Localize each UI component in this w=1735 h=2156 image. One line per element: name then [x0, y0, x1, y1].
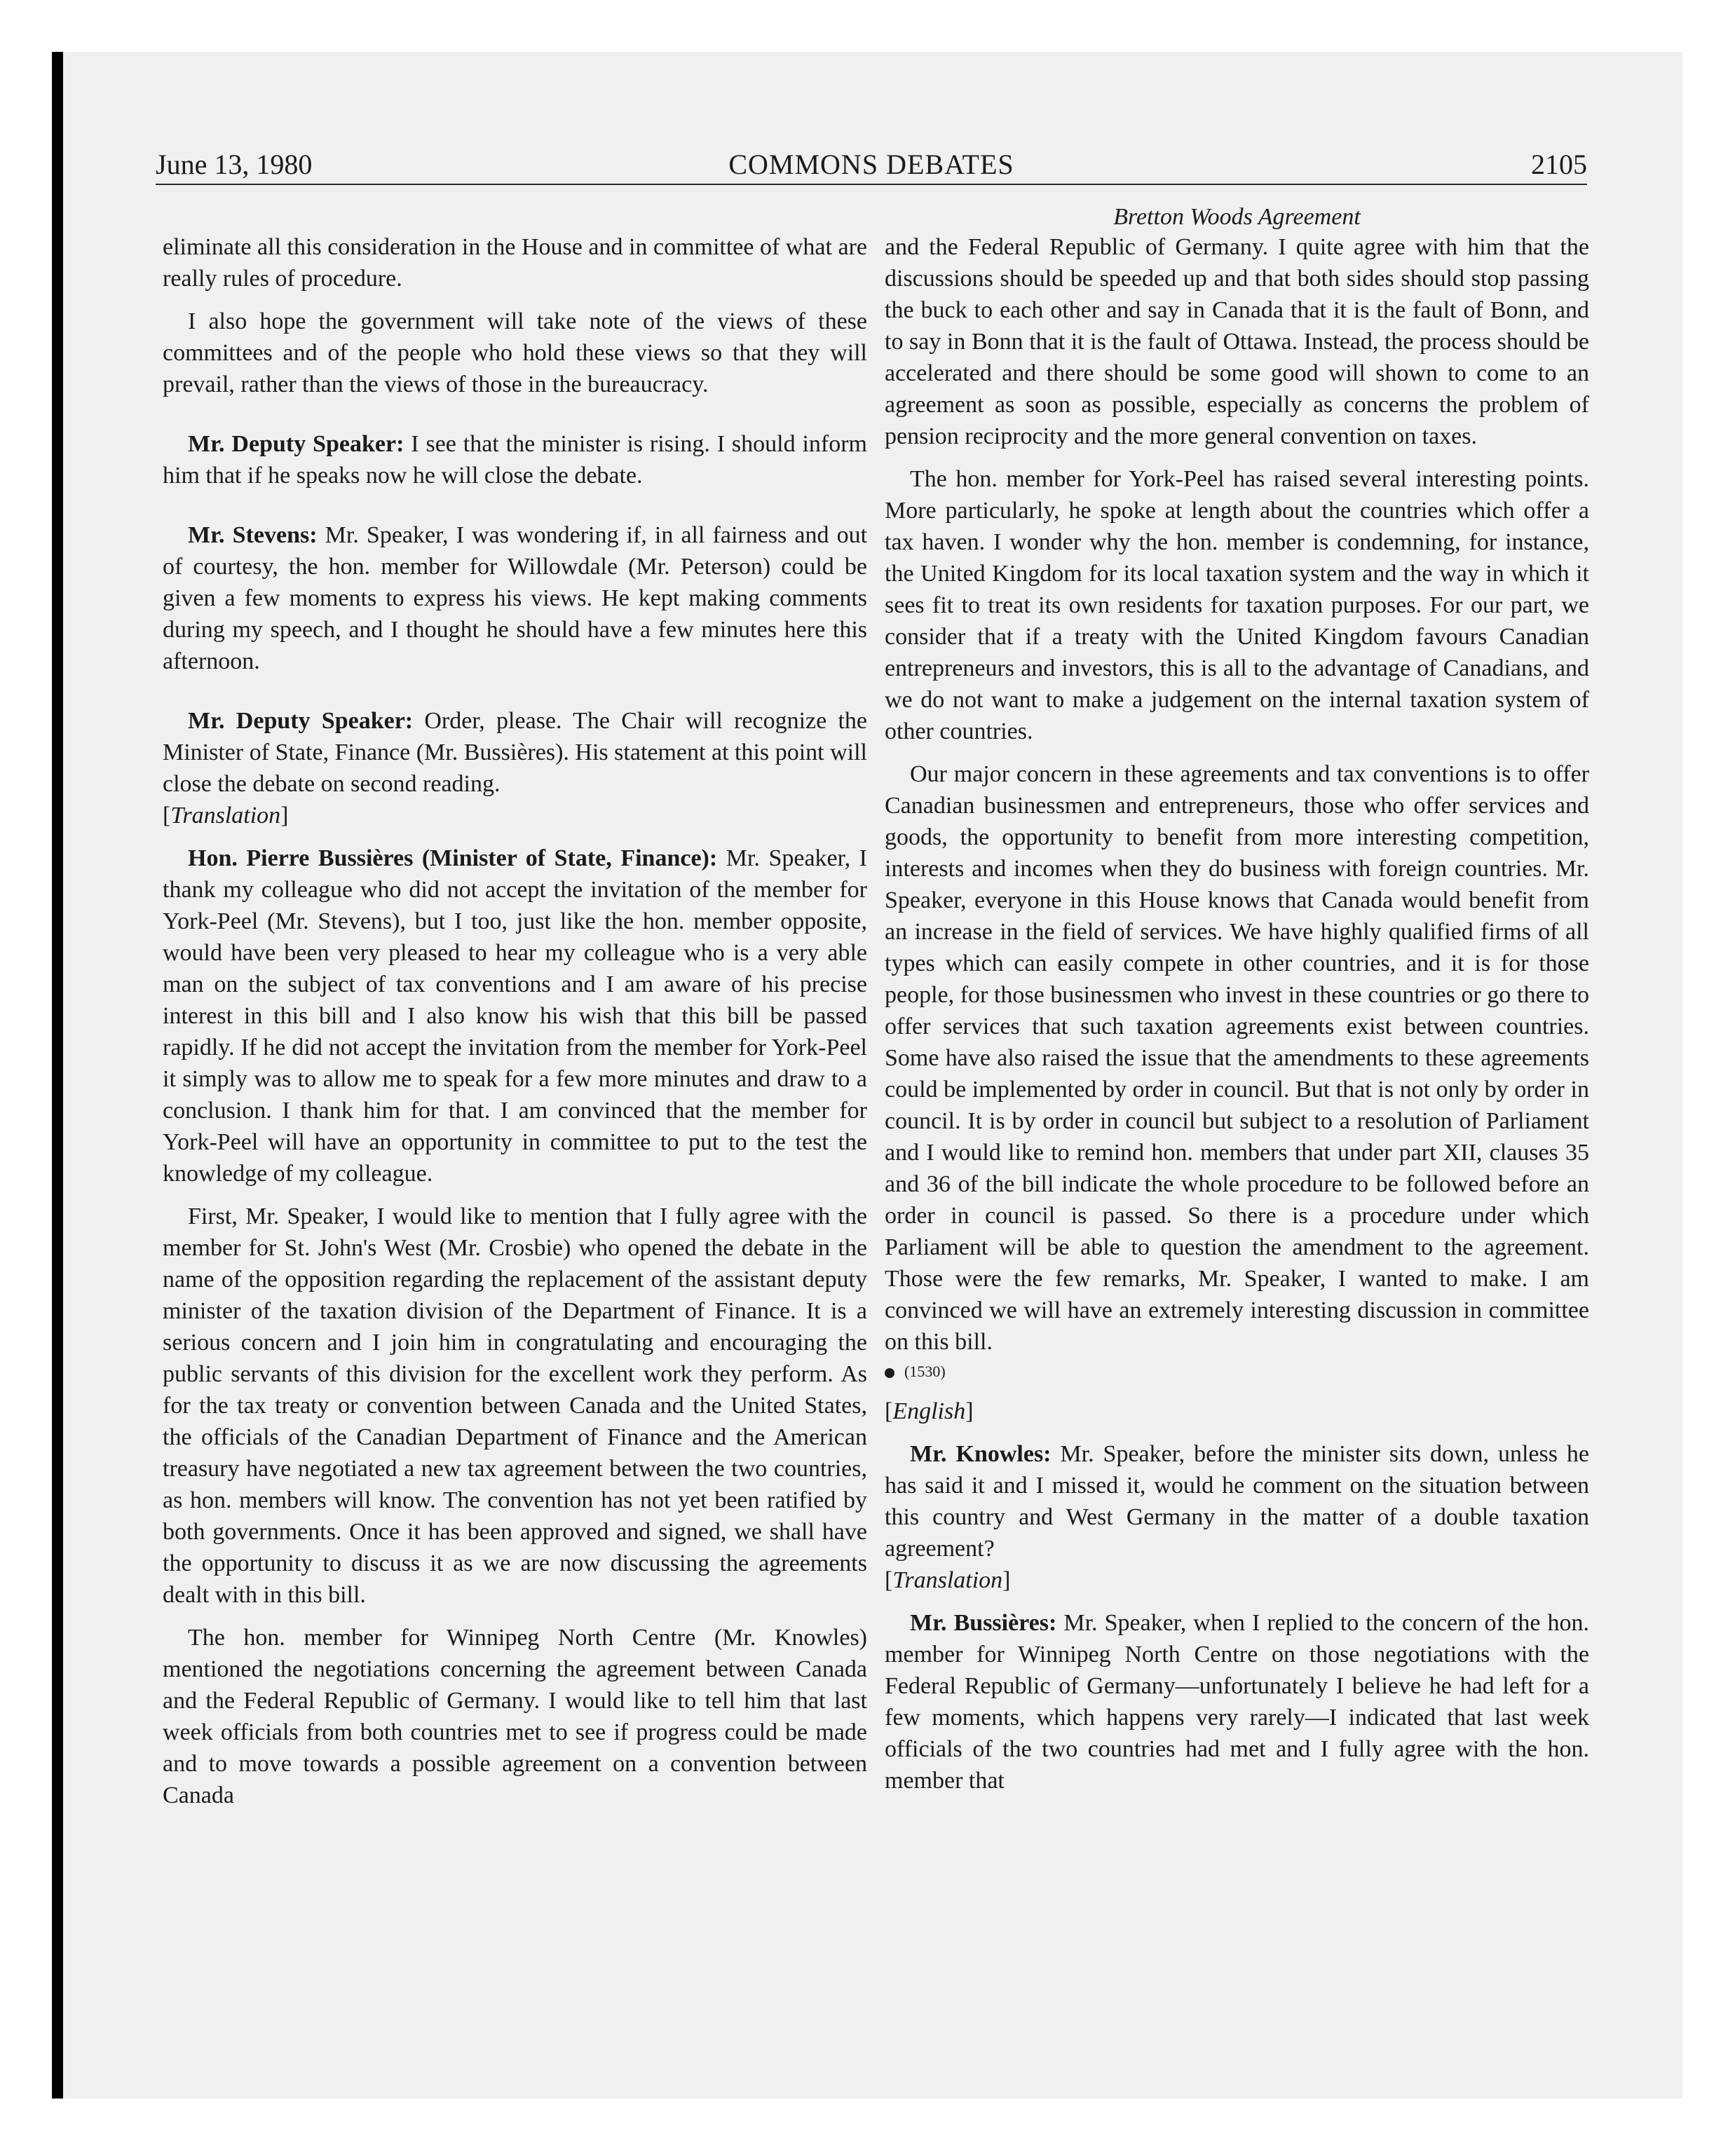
- speaker-name: Mr. Deputy Speaker:: [188, 708, 414, 734]
- speech-paragraph: Mr. Deputy Speaker: Order, please. The Chair will recognize the Minister of State, Finance (Mr. Bussières). His statement at this point will close the debate on second reading.: [163, 708, 867, 797]
- speech-paragraph: Mr. Deputy Speaker: I see that the minister is rising. I should inform him that if he speaks now he will close the debate.: [163, 431, 867, 489]
- paragraph: The hon. member for Winnipeg North Centre (Mr. Knowles) mentioned the negotiations concerning the agreement between Canada and the Federal Republic of Germany. I would like to tell him that last week officials from both countries met to see if progress could be made and to move towards a possible agreement on a convention between Canada: [163, 1625, 867, 1808]
- speech-paragraph: Mr. Bussières: Mr. Speaker, when I replied to the concern of the hon. member for Winnipeg North Centre on those negotiations with the Federal Republic of Germany—unfortunately I believe he had left for a few moments, which happens very rarely—I indicated that last week officials of the two countries had met and I fully agree with the hon. member that: [885, 1610, 1589, 1794]
- speaker-name: Hon. Pierre Bussières (Minister of State, Finance):: [188, 845, 718, 871]
- time-marker: (1530): [885, 1358, 1589, 1386]
- paragraph: I also hope the government will take note of the views of these committees and of the people who hold these views so that they will prevail, rather than the views of those in the bureaucracy.: [163, 308, 867, 397]
- header-date: June 13, 1980: [156, 149, 313, 180]
- speech-paragraph: Mr. Stevens: Mr. Speaker, I was wondering if, in all fairness and out of courtesy, the hon. member for Willowdale (Mr. Peterson) could be given a few moments to express his views. He kept making comments during my speech, and I thought he should have a few minutes here this afternoon.: [163, 522, 868, 674]
- paragraph: Our major concern in these agreements and tax conventions is to offer Canadian businessmen and entrepreneurs, those who offer services and goods, the opportunity to benefit from more interesting competition, interests and incomes when they do business with foreign countries. Mr. Speaker, everyone in this House knows that Canada would benefit from an increase in the field of services. We have highly qualified firms of all types which can easily compete in other countries, and it is for those people, for those businessmen who invest in these countries or go there to offer services that such taxation agreements exist between countries. Some have also raised the issue that the amendments to these agreements could be implemented by order in council. But that is not only by order in council. It is by order in council but subject to a resolution of Parliament and I would like to remind hon. members that under part XII, clauses 35 and 36 of the bill indicate the whole procedure to be followed before an order in council is passed. So there is a procedure under which Parliament will be able to question the amendment to the agreement. Those were the few remarks, Mr. Speaker, I wanted to make. I am convinced we will have an extremely interesting discussion in committee on this bill.: [885, 761, 1589, 1355]
- speaker-name: Mr. Stevens:: [188, 522, 318, 548]
- language-marker: [Translation]: [163, 803, 289, 828]
- speaker-name: Mr. Knowles:: [910, 1441, 1052, 1467]
- paragraph: The hon. member for York-Peel has raised several interesting points. More particularly, he spoke at length about the countries which offer a tax haven. I wonder why the hon. member is condemning, for instance, the United Kingdom for its local taxation system and the way in which it sees fit to treat its own residents for taxation purposes. For our part, we consider that if a treaty with the United Kingdom favours Canadian entrepreneurs and investors, this is all to the advantage of Canadians, and we do not want to make a judgement on the internal taxation system of other countries.: [885, 466, 1589, 744]
- left-column: [163, 231, 867, 1811]
- header-title: COMMONS DEBATES: [728, 149, 1014, 180]
- speech-paragraph: Mr. Knowles: Mr. Speaker, before the minister sits down, unless he has said it and I missed it, would he comment on the situation between this country and West Germany in the matter of a double taxation agreement?: [885, 1441, 1589, 1562]
- paragraph: eliminate all this consideration in the House and in committee of what are really rules of procedure.: [163, 234, 867, 292]
- right-column: [885, 231, 1589, 1796]
- column-heading: Bretton Woods Agreement: [1113, 204, 1361, 230]
- bullet-icon: [885, 1368, 894, 1378]
- language-marker: [English]: [885, 1398, 974, 1424]
- paragraph: and the Federal Republic of Germany. I quite agree with him that the discussions should be speeded up and that both sides should stop passing the buck to each other and say in Canada that it is the fault of Bonn, and to say in Bonn that it is the fault of Ottawa. Instead, the process should be accelerated and there should be some good will shown to come to an agreement as soon as possible, especially as concerns the problem of pension reciprocity and the more general convention on taxes.: [885, 234, 1589, 449]
- speaker-name: Mr. Deputy Speaker:: [188, 431, 404, 457]
- speech-paragraph: Hon. Pierre Bussières (Minister of State, Finance): Mr. Speaker, I thank my colleague who did not accept the invitation of the member for York-Peel (Mr. Stevens), but I too, just like the hon. member opposite, would have been very pleased to hear my colleague who is a very able man on the subject of tax conventions and I am aware of his precise interest in this bill and I also know his wish that this bill be passed rapidly. If he did not accept the invitation from the member for York-Peel it simply was to allow me to speak for a few more minutes and draw to a conclusion. I thank him for that. I am convinced that the member for York-Peel will have an opportunity in committee to put to the test the knowledge of my colleague.: [163, 845, 867, 1187]
- paragraph: First, Mr. Speaker, I would like to mention that I fully agree with the member for St. John's West (Mr. Crosbie) who opened the debate in the name of the opposition regarding the replacement of the assistant deputy minister of the taxation division of the Department of Finance. It is a serious concern and I join him in congratulating and encouraging the public servants of this division for the excellent work they perform. As for the tax treaty or convention between Canada and the United States, the officials of the Canadian Department of Finance and the American treasury have negotiated a new tax agreement between the two countries, as hon. members will know. The convention has not yet been ratified by both governments. Once it has been approved and signed, we shall have the opportunity to discuss it as we are now discussing the agreements dealt with in this bill.: [163, 1203, 867, 1608]
- scan-edge: [52, 52, 63, 2099]
- speaker-name: Mr. Bussières:: [910, 1610, 1057, 1636]
- running-head: [156, 147, 1587, 185]
- page-number: 2105: [1531, 149, 1587, 180]
- language-marker: [Translation]: [885, 1567, 1011, 1593]
